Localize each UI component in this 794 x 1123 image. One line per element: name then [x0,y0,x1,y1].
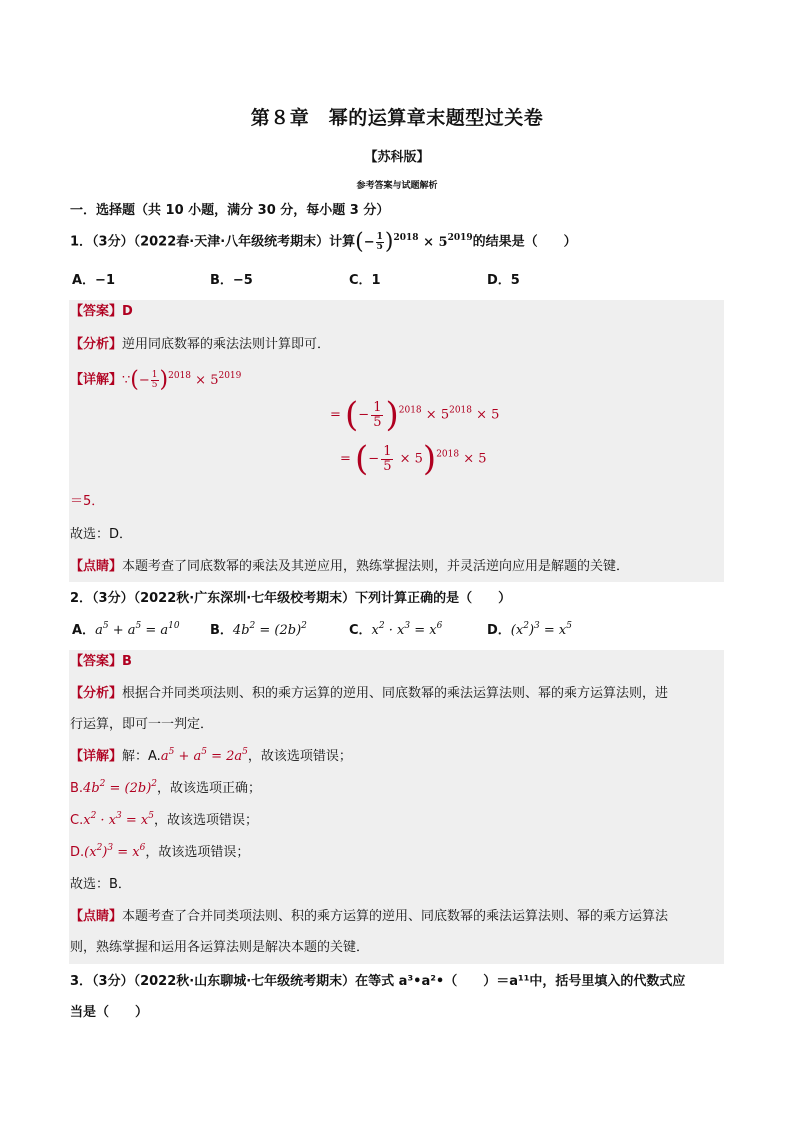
page-subtitle: 参考答案与试题解析 [356,181,438,191]
q1-option-c: C．1 [349,273,381,288]
edition-label: 【苏科版】 [364,150,430,165]
section-heading: 一．选择题（共 10 小题，满分 30 分，每小题 3 分） [70,203,390,218]
q2-option-b: B．$4b^2 = (2b)^2$ [210,621,307,638]
page-title: 第８章 幂的运算章末题型过关卷 [250,107,544,129]
q1-suffix: 的结果是（ ） [472,234,577,250]
q2-option-a: A．$a^5 + a^5 = a^{10}$ [72,621,180,638]
q2-stem: 2．（3分）（2022秋·广东深圳·七年级校考期末）下列计算正确的是（ ） [70,591,512,606]
q2-detail-a: 【详解】解：$A.a^5 + a^5 = 2a^5$，故该选项错误； [70,747,352,764]
q2-option-d: D．$(x^2)^3 = x^5$ [487,621,572,638]
q2-analysis-line-2: 行运算，即可一一判定． [70,717,214,732]
q1-analysis: 【分析】逆用同底数幂的乘法法则计算即可． [70,337,331,352]
q2-comment-line-2: 则，熟练掌握和运用各运算法则是解决本题的关键． [70,940,370,955]
q1-stem [70,229,724,254]
q2-option-c: C．$x^2 \cdot x^3 = x^6$ [349,621,443,638]
q1-option-a: A．−1 [72,273,115,288]
q2-detail-b: $B.4b^2 = (2b)^2$，故该选项正确； [70,779,262,796]
q2-answer: 【答案】B [70,654,132,669]
q3-stem-line-1: 3．（3分）（2022秋·山东聊城·七年级统考期末）在等式 a³•a²•（ ）＝a¹¹中，括号里填入的代数式应 [70,974,686,989]
q1-step-1: = (− $\frac{1}{5}$ )$^{2018} \times 5^{2018} \times 5$ [330,395,500,435]
q2-choose: 故选：B． [70,877,131,892]
q1-answer: 【答案】D [70,304,133,319]
q2-detail-c: $C.x^2 \cdot x^3 = x^5$，故该选项错误； [70,811,259,828]
q1-result: ＝5． [70,494,105,509]
q1-option-b: B．−5 [210,273,253,288]
q2-comment-line-1: 【点睛】本题考查了合并同类项法则、积的乘方运算的逆用、同底数幂的乘法运算法则、幂的乘方运算法 [70,909,669,924]
q1-expression: (− $\frac{1}{5}$ )$^{2018} \times 5^{2019}$ [355,229,473,254]
q1-option-d: D．5 [487,273,520,288]
q1-step-2: = (− $\frac{1}{5}$ × 5)$^{2018}$ × 5 [340,439,487,479]
q1-choose: 故选：D． [70,527,133,542]
q1-detail: 【详解】∵(− $\frac{1}{5}$ )$^{2018} \times 5^{2019}$ [70,367,242,392]
q1-comment: 【点睛】本题考查了同底数幂的乘法及其逆应用，熟练掌握法则，并灵活逆向应用是解题的关键． [70,559,630,574]
q1-prefix: 1．（3分）（2022春·天津·八年级统考期末）计算 [70,234,356,250]
q3-stem-line-2: 当是（ ） [70,1005,149,1020]
q2-detail-d: $D.(x^2)^3 = x^6$，故该选项错误； [70,843,250,860]
q2-analysis-line-1: 【分析】根据合并同类项法则、积的乘方运算的逆用、同底数幂的乘法运算法则、幂的乘方运算法则，进 [70,686,669,701]
